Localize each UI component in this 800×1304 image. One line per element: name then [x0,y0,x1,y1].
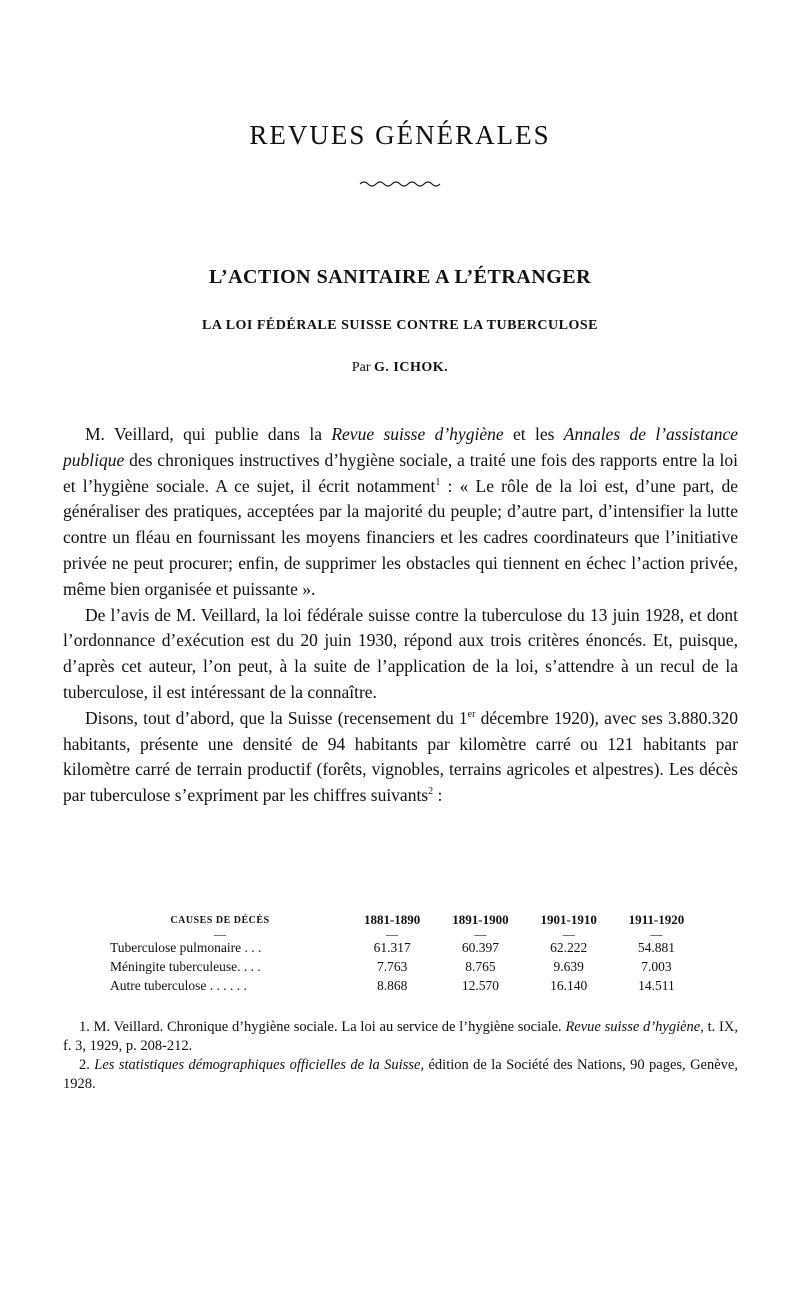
column-header: 1911-1920 [628,912,685,927]
decorative-flourish [0,176,800,188]
table-row [110,938,700,957]
value-cell: 54.881 [637,940,675,955]
text-run: 2. [79,1057,95,1073]
ordinal-suffix: er [467,708,476,720]
value-cell: 7.763 [376,959,408,974]
column-header: 1901-1910 [540,912,597,927]
paragraph-3 [63,706,738,809]
journal-title: Revue suisse d’hygiène [565,1019,701,1035]
footnote-2 [63,1056,738,1094]
journal-title: Revue suisse d’hygiène [331,424,504,444]
mortality-table [110,912,700,995]
table-row [110,976,700,995]
table-header-row [110,912,700,930]
byline [0,360,800,376]
section-title: REVUES GÉNÉRALES [249,120,551,150]
dash: — [474,927,487,941]
byline-author: G. ICHOK. [374,360,449,375]
value-cell: 9.639 [553,959,584,974]
cause-cell: Tuberculose pulmonaire . . . [110,940,262,955]
paragraph-1 [63,422,738,603]
byline-prefix: Par [351,360,371,375]
table-row [110,957,700,976]
value-cell: 7.003 [641,959,672,974]
article-title: L’ACTION SANITAIRE A L’ÉTRANGER [208,266,592,288]
text-run: , t. IX, f. 3, 1929, p. 208-212. [63,1019,738,1054]
value-cell: 61.317 [373,940,411,955]
cause-cell: Méningite tuberculeuse. . . . [110,959,261,974]
dash: — [386,927,399,941]
column-header: CAUSES DE DÉCÈS [170,914,270,926]
dash: — [562,927,575,941]
dash: — [650,927,663,941]
value-cell: 12.570 [461,978,499,993]
value-cell: 8.868 [376,978,408,993]
text-run: , édition de la Société des Nations, 90 pages, Genève, 1928. [63,1057,738,1092]
column-header: 1881-1890 [363,912,421,927]
text-run: des chroniques instructives d’hygiène sociale, a traité une fois des rapports entre la loi et l’hygiène sociale. A ce sujet, il écrit notamment [63,449,738,496]
publication-title: Les statistiques démographiques officielles de la Suisse [94,1057,421,1073]
value-cell: 8.765 [465,959,496,974]
article-body [63,422,738,809]
text-run: et les [503,424,564,444]
table-dash-row [110,930,700,938]
text-run: M. Veillard, qui publie dans la [85,424,332,444]
text-run: Disons, tout d’abord, que la Suisse (recensement du 1 [85,707,468,728]
footnotes [63,1018,738,1094]
cause-cell: Autre tuberculose . . . . . . [110,978,247,993]
text-run: décembre 1920), avec ses 3.880.320 habitants, présente une densité de 94 habitants par kilomètre carré ou 121 habitants par kilomètre carré de terrain productif (forêts, vignobles, terrains agricoles et alpestres). Les décès par tuberculose s’expriment par les chiffres suivants [63,707,738,806]
value-cell: 62.222 [550,940,588,955]
journal-title: Annales de l’assistance publique [63,424,738,470]
footnote-1 [63,1018,738,1056]
footnote-ref: 1 [435,476,441,488]
value-cell: 16.140 [550,978,588,993]
value-cell: 14.511 [638,978,675,993]
value-cell: 60.397 [461,940,499,955]
footnote-ref: 2 [428,786,434,798]
text-run: : « Le rôle de la loi est, d’une part, de généraliser des pratiques, acceptées par la majorité du peuple; d’autre part, d’intensifier la lutte contre un fléau en fournissant les moyens financiers et les cadres coordinateurs que l’initiative privée ne peut procurer; enfin, de supprimer les obstacles qui tiennent en échec l’action privée, même bien organisée et puissante ». [63,475,738,599]
text-run: : [433,785,443,806]
paragraph-2: De l’avis de M. Veillard, la loi fédérale suisse contre la tuberculose du 13 juin 1928, et dont l’ordonnance d’exécution est du 20 juin 1930, répond aux trois critères énoncés. Et, puisque, d’après cet auteur, l’on peut, à la suite de l’application de la loi, s’attendre à un recul de la tuberculose, il est intéressant de la connaître. [63,604,738,702]
column-header: 1891-1900 [452,912,509,927]
article-subtitle: LA LOI FÉDÉRALE SUISSE CONTRE LA TUBERCULOSE [202,318,598,333]
text-run: 1. M. Veillard. Chronique d’hygiène sociale. La loi au service de l’hygiène sociale. [79,1019,566,1035]
dash: — [214,927,226,941]
